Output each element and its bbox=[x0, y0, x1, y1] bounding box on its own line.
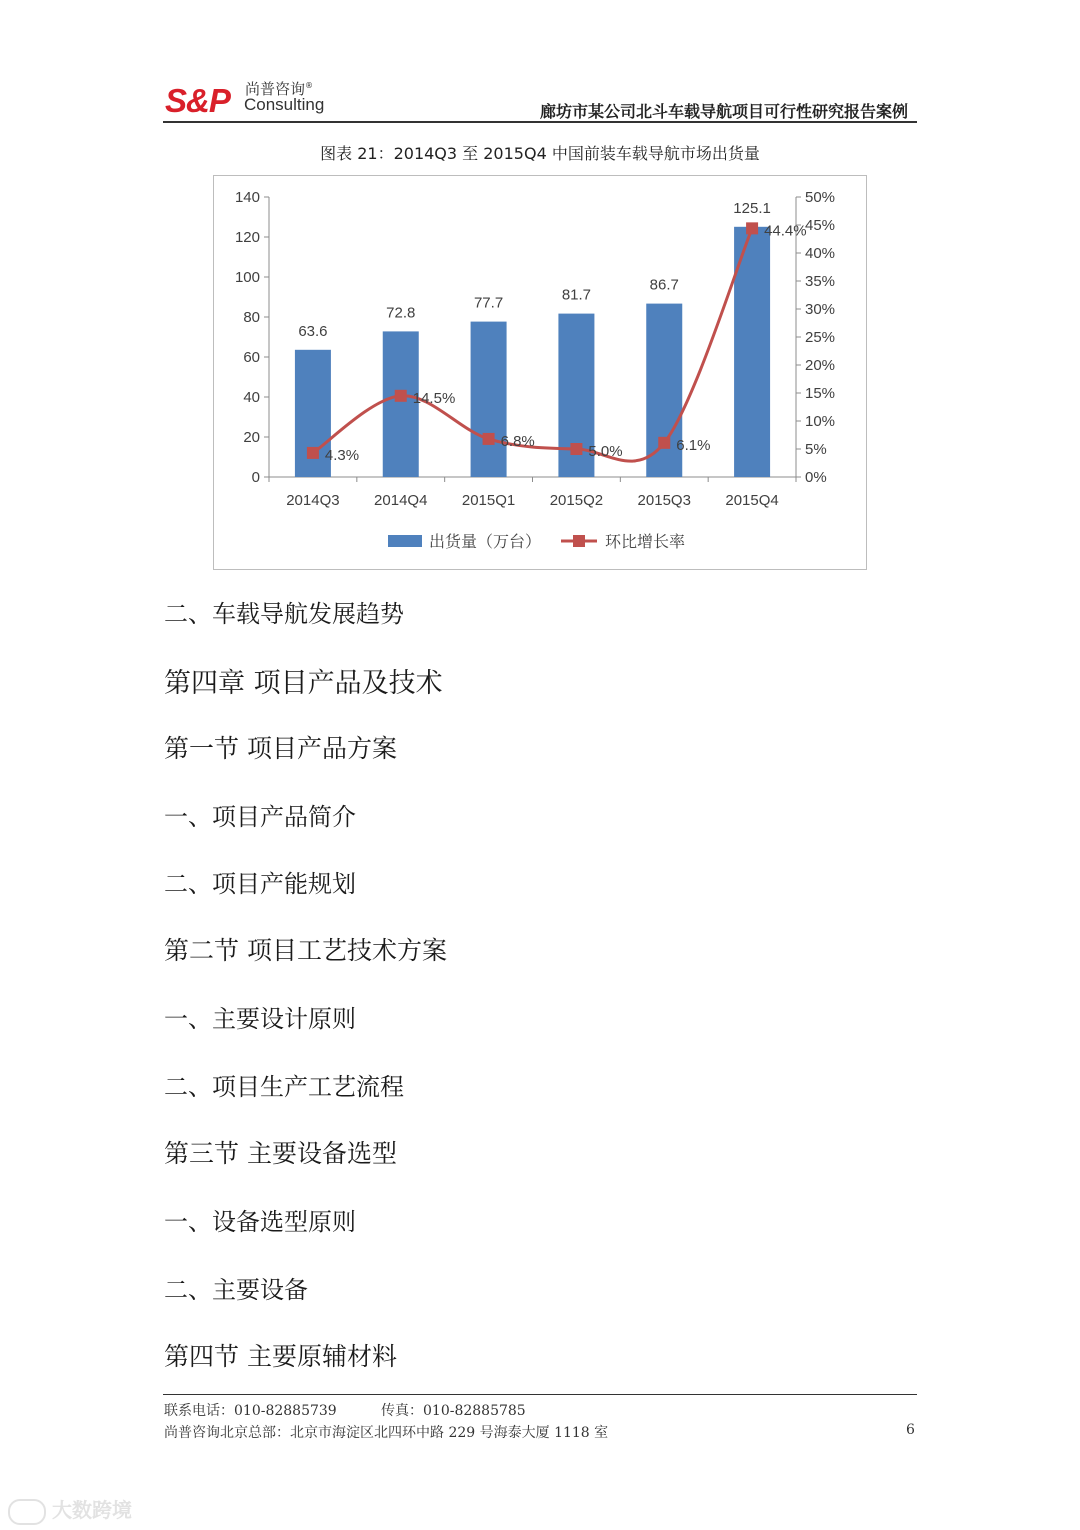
y-right-tick-label: 25% bbox=[805, 329, 836, 346]
logo-mark: S&P bbox=[165, 82, 230, 119]
footer-fax: 传真：010-82885785 bbox=[381, 1403, 526, 1419]
y-right-tick-label: 5% bbox=[805, 441, 827, 458]
growth-rate-marker bbox=[307, 447, 319, 459]
growth-rate-label: 6.8% bbox=[500, 432, 535, 450]
legend-line-marker bbox=[573, 535, 585, 547]
bar-value-label: 86.7 bbox=[649, 276, 679, 294]
growth-rate-marker bbox=[483, 433, 495, 445]
heading-equipment-principles: 一、设备选型原则 bbox=[164, 1208, 356, 1236]
y-left-tick-label: 120 bbox=[234, 229, 260, 246]
footer-address: 尚普咨询北京总部：北京市海淀区北四环中路 229 号海泰大厦 1118 室 bbox=[164, 1425, 609, 1441]
y-left-tick-label: 100 bbox=[234, 269, 260, 286]
heading-section-1: 第一节 项目产品方案 bbox=[164, 734, 397, 763]
logo-english-name: Consulting bbox=[244, 95, 325, 114]
heading-main-equipment: 二、主要设备 bbox=[164, 1276, 308, 1304]
growth-rate-label: 4.3% bbox=[324, 446, 360, 464]
document-title: 廊坊市某公司北斗车载导航项目可行性研究报告案例 bbox=[539, 102, 908, 121]
x-tick-label: 2015Q3 bbox=[637, 492, 691, 509]
logo-chinese-name: 尚普咨询 bbox=[245, 80, 306, 98]
growth-rate-label: 6.1% bbox=[676, 436, 711, 454]
heading-section-3: 第三节 主要设备选型 bbox=[164, 1139, 397, 1168]
growth-rate-line bbox=[313, 228, 752, 461]
legend-line-label: 环比增长率 bbox=[605, 532, 686, 551]
growth-rate-label: 5.0% bbox=[588, 443, 623, 460]
bar-value-label: 125.1 bbox=[733, 199, 771, 217]
page-number: 6 bbox=[906, 1422, 915, 1438]
bar-value-label: 72.8 bbox=[386, 304, 416, 322]
y-left-tick-label: 140 bbox=[234, 189, 260, 206]
heading-vehicle-nav-trend: 二、车载导航发展趋势 bbox=[164, 600, 404, 628]
heading-chapter-4: 第四章 项目产品及技术 bbox=[164, 668, 443, 699]
heading-section-4: 第四节 主要原辅材料 bbox=[164, 1342, 397, 1371]
growth-rate-marker bbox=[746, 222, 758, 234]
shipment-chart bbox=[213, 175, 867, 570]
y-right-tick-label: 0% bbox=[805, 469, 827, 486]
y-right-tick-label: 10% bbox=[805, 413, 836, 430]
growth-rate-marker bbox=[570, 443, 582, 455]
y-right-tick-label: 45% bbox=[805, 217, 836, 234]
x-tick-label: 2014Q4 bbox=[374, 492, 428, 509]
header-divider bbox=[163, 121, 917, 123]
growth-rate-label: 14.5% bbox=[412, 389, 456, 407]
y-right-tick-label: 20% bbox=[805, 357, 836, 374]
legend-bar-swatch bbox=[388, 535, 422, 547]
bar-value-label: 63.6 bbox=[298, 322, 328, 340]
watermark bbox=[8, 1494, 132, 1525]
watermark-text: 大数跨境 bbox=[52, 1498, 132, 1522]
y-left-tick-label: 40 bbox=[243, 389, 260, 406]
footer-divider bbox=[163, 1394, 917, 1395]
sp-consulting-logo: S&P 尚普咨询® Consulting bbox=[165, 80, 325, 119]
heading-capacity-plan: 二、项目产能规划 bbox=[164, 870, 356, 898]
growth-rate-marker bbox=[658, 437, 670, 449]
chart-canvas bbox=[214, 176, 866, 569]
y-left-tick-label: 20 bbox=[243, 429, 260, 446]
y-left-tick-label: 60 bbox=[243, 349, 260, 366]
y-right-tick-label: 50% bbox=[805, 189, 836, 206]
figure-caption: 图表 21：2014Q3 至 2015Q4 中国前装车载导航市场出货量 bbox=[320, 144, 760, 163]
heading-production-process: 二、项目生产工艺流程 bbox=[164, 1073, 404, 1101]
growth-rate-marker bbox=[395, 390, 407, 402]
heading-section-2: 第二节 项目工艺技术方案 bbox=[164, 936, 447, 965]
bar bbox=[471, 322, 507, 477]
x-tick-label: 2014Q3 bbox=[286, 492, 340, 509]
bar-value-label: 81.7 bbox=[561, 286, 592, 304]
y-left-tick-label: 80 bbox=[243, 309, 260, 326]
y-right-tick-label: 35% bbox=[805, 273, 836, 290]
y-right-tick-label: 15% bbox=[805, 385, 836, 402]
y-left-tick-label: 0 bbox=[251, 469, 260, 486]
x-tick-label: 2015Q1 bbox=[461, 492, 516, 509]
watermark-logo-icon bbox=[8, 1499, 46, 1525]
x-tick-label: 2015Q4 bbox=[725, 492, 779, 509]
footer-phone: 联系电话：010-82885739 bbox=[164, 1403, 337, 1419]
y-right-tick-label: 40% bbox=[805, 245, 836, 262]
heading-product-intro: 一、项目产品简介 bbox=[164, 803, 356, 831]
heading-design-principles: 一、主要设计原则 bbox=[164, 1005, 356, 1033]
growth-rate-label: 44.4% bbox=[764, 222, 807, 240]
legend-bar-label: 出货量（万台） bbox=[429, 532, 542, 551]
bar-value-label: 77.7 bbox=[473, 294, 504, 312]
y-right-tick-label: 30% bbox=[805, 301, 836, 318]
x-tick-label: 2015Q2 bbox=[549, 492, 604, 509]
